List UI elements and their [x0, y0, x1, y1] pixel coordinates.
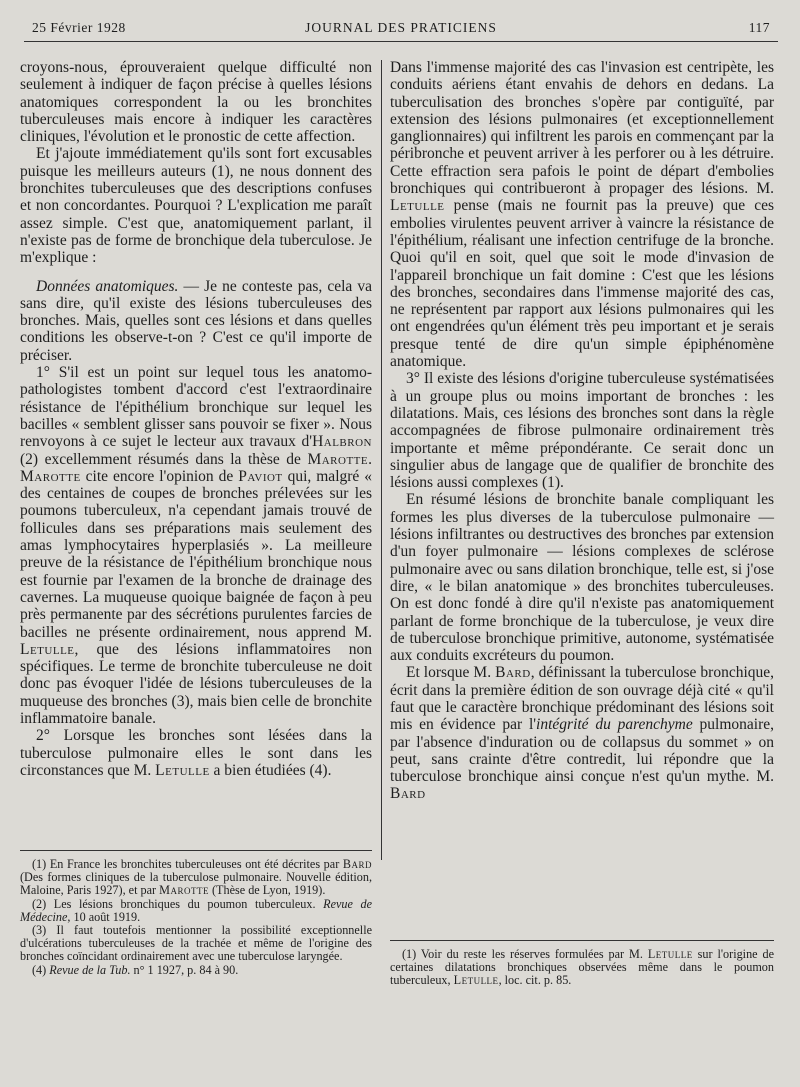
text-run: (2) excellemment résumés dans la thèse de	[20, 450, 308, 468]
author-name: Letulle	[20, 640, 75, 658]
text-run: , définissant la tuberculose bronchique, écrit dans la première édition de son ouvrage déjà cité « qu'il faut que le caractère bronchique prédominant des lésions soit mis en évidence par l'	[390, 664, 775, 734]
paragraph	[390, 664, 774, 802]
paragraph: En résumé lésions de bronchite banale compliquant les formes les plus diverses de la tuberculose pulmonaire — lésions infiltrantes ou destructives des bronches par extension d'un foyer pulmonaire — lésions complexes de sclérose pulmonaire avec ou sans dilation bronchique, telle est, si j'ose dire, « le bilan anatomique » des bronchites tuberculeuses. On est donc fondé à dire qu'il n'existe pas anatomiquement parlant de forme bronchique de la tuberculose, je veux dire de tuberculose bronchique primitive, autonome, systématisée aux conduits excréteurs du poumon.	[390, 491, 774, 665]
footnote-rule	[20, 850, 372, 851]
footnote	[20, 964, 372, 977]
journal-name: Revue de Médecine	[20, 896, 372, 924]
author-name: Bard	[342, 857, 372, 871]
author-name: Marotte	[307, 450, 369, 468]
footnote	[390, 948, 774, 988]
text-run: a bien étudiées (4).	[209, 761, 332, 779]
author-name: Letulle	[155, 761, 210, 779]
header-rule	[24, 41, 778, 42]
text-run: (2) Les lésions bronchiques du poumon tuberculeux.	[32, 896, 324, 911]
left-footnotes	[20, 858, 372, 977]
text-run: 1° S'il est un point sur lequel tous les anatomo-pathologistes tombent d'accord c'est l'extraordinaire résistance de l'épithélium bronchique sur lequel les bacilles « semblent glisser sans pouvoir se fixer ». Nous renvoyons à ce sujet le lecteur aux travaux d'	[20, 364, 372, 451]
text-run: Et lorsque M.	[406, 664, 496, 682]
author-name: Marotte	[20, 467, 81, 485]
paragraph	[20, 364, 372, 727]
issue-date: 25 Février 1928	[32, 20, 126, 35]
column-divider	[381, 60, 382, 860]
footnote	[20, 858, 372, 898]
paragraph: 3° Il existe des lésions d'origine tuberculeuse systématisées à un groupe plus ou moins important de bronches : les dilatations. Mais, ces lésions des bronches sont dans la règle accompagnées de fibrose pulmonaire ordinairement très importante et même prépondérante. Ce serait donc un singulier abus de langage que de qualifier de bronchite des lésions aussi complexes (1).	[390, 370, 774, 492]
author-name: Bard	[390, 785, 426, 803]
page-number: 117	[748, 20, 770, 35]
text-run: pense (mais ne fournit pas la preuve) que ces embolies virulentes peuvent arriver à vaincre la résistance de l'épithélium, réalisant une infection centrifuge de la bronche. Quoi qu'il en soit, quel que soit le mode d'invasion de l'appareil bronchique un fait domine : C'est que les lésions des bronches, secondaires dans l'immense majorité des cas, ne représentent par rapport aux lésions pulmonaires qui les ont engendrées qu'un élément très peu important et je serais presque tenté de dire qu'un simple épiphénomène anatomique.	[390, 197, 774, 371]
left-column	[20, 59, 372, 779]
text-run: (1) En France les bronchites tuberculeuses ont été décrites par	[32, 857, 343, 871]
right-column	[390, 59, 774, 803]
right-footnotes	[390, 948, 774, 988]
paragraph: croyons-nous, éprouveraient quelque difficulté non seulement à indiquer de façon précise à quelles lésions anatomiques correspondent la ou les bronchites tuberculeuses mais encore à indiquer les caractères cliniques, l'évolution et le pronostic de cette affection.	[20, 59, 372, 146]
text-run: n° 1 1927, p. 84 à 90.	[130, 962, 239, 977]
author-name: Paviot	[238, 467, 283, 485]
author-name: Letulle	[390, 197, 445, 215]
author-name: Halbron	[312, 433, 372, 451]
author-name: Marotte	[159, 883, 209, 898]
paragraph-text: — Je ne conteste pas, cela va sans dire, qu'il existe des lésions tuberculeuses des bronches. Mais, quelles sont ces lésions et dans quelles conditions les observe-t-on ? C'est ce qu'il importe de préciser.	[20, 277, 373, 364]
text-run: (1) Voir du reste les réserves formulées par M.	[402, 947, 648, 961]
paragraph	[20, 727, 372, 779]
paragraph	[20, 278, 372, 364]
paragraph: Et j'ajoute immédiatement qu'ils sont fort excusables puisque les meilleurs auteurs (1), ne nous donnent des bronchites tuberculeuses que des descriptions confuses et non concordantes. Pourquoi ? L'explication me paraît assez simple. C'est que, anatomiquement parlant, il n'existe pas de forme de bronchique dela tuberculose. Je m'explique :	[20, 145, 372, 267]
text-run: cite encore l'opinion de	[80, 467, 239, 485]
author-name: Letulle	[453, 973, 499, 988]
paragraph	[390, 59, 774, 370]
running-header	[32, 20, 770, 40]
text-run: pulmonaire, par l'absence d'induration ou de collapsus du sommet » on peut, sans crainte d'être contredit, lui répondre que la tuberculose bronchique ainsi conçue n'est qu'un mythe. M.	[390, 716, 774, 786]
author-name: Letulle	[647, 947, 693, 961]
text-run: (4)	[32, 962, 50, 977]
section-heading: Données anatomiques.	[36, 277, 179, 295]
text-run: (Des formes cliniques de la tuberculose pulmonaire. Nouvelle édition, Maloine, Paris 1927), et par	[20, 870, 372, 898]
emphasis: intégrité du parenchyme	[536, 716, 693, 734]
text-run: 2° Lorsque les bronches sont lésées dans la tuberculose pulmonaire elles le sont dans les circonstances que M.	[20, 727, 372, 779]
journal-title: JOURNAL DES PRATICIENS	[305, 20, 497, 35]
text-run: sur l'origine de certaines dilatations bronchiques observées même dans le poumon tuberculeux,	[390, 947, 774, 988]
text-run: qui, malgré « des centaines de coupes de bronches prélevées sur les poumons tuberculeux, n'a cependant jamais trouvé de follicules dans ses préparations mais seulement des amas lymphocytaires hyperplasiés ». La meilleure preuve de la résistance de l'épithélium bronchique nous est fournie par l'examen de la bronche de drainage des cavernes. La muqueuse quoique baignée de façon à peu près permanente par des sécrétions purulentes farcies de bacilles ne présente ordinairement, nous apprend M.	[20, 467, 372, 641]
text-run: .	[368, 450, 372, 468]
footnote	[20, 898, 372, 924]
text-run: , loc. cit. p. 85.	[498, 973, 572, 988]
footnote-rule	[390, 940, 774, 941]
text-run: Dans l'immense majorité des cas l'invasion est centripète, les conduits aériens étant envahis de dehors en dedans. La tuberculisation des bronches s'opère par contiguïté, par extension des lésions pulmonaires (et exceptionnellement ganglionnaires) qui infiltrent les parois en commençant par la péribronche et peuvent arriver à les perforer ou à les détruire. Cette effraction sera pafois le point de départ d'embolies bronchiques qui contribueront à propager des lésions. M.	[390, 59, 774, 198]
author-name: Bard	[495, 664, 531, 682]
text-run: , 10 août 1919.	[67, 909, 141, 924]
text-run: (Thèse de Lyon, 1919).	[208, 883, 326, 898]
journal-name: Revue de la Tub.	[49, 962, 131, 977]
text-run: , que des lésions inflammatoires non spécifiques. Le terme de bronchite tuberculeuse ne doit donc pas évoquer l'idée de lésions tuberculeuses de la muqueuse des bronches (3), mais bien celle de bronchite inflammatoire banale.	[20, 640, 372, 727]
footnote: (3) Il faut toutefois mentionner la possibilité exceptionnelle d'ulcérations tuberculeuses de la trachée et même de l'origine des bronches coïncidant ordinairement avec une tuberculose laryngée.	[20, 923, 372, 964]
